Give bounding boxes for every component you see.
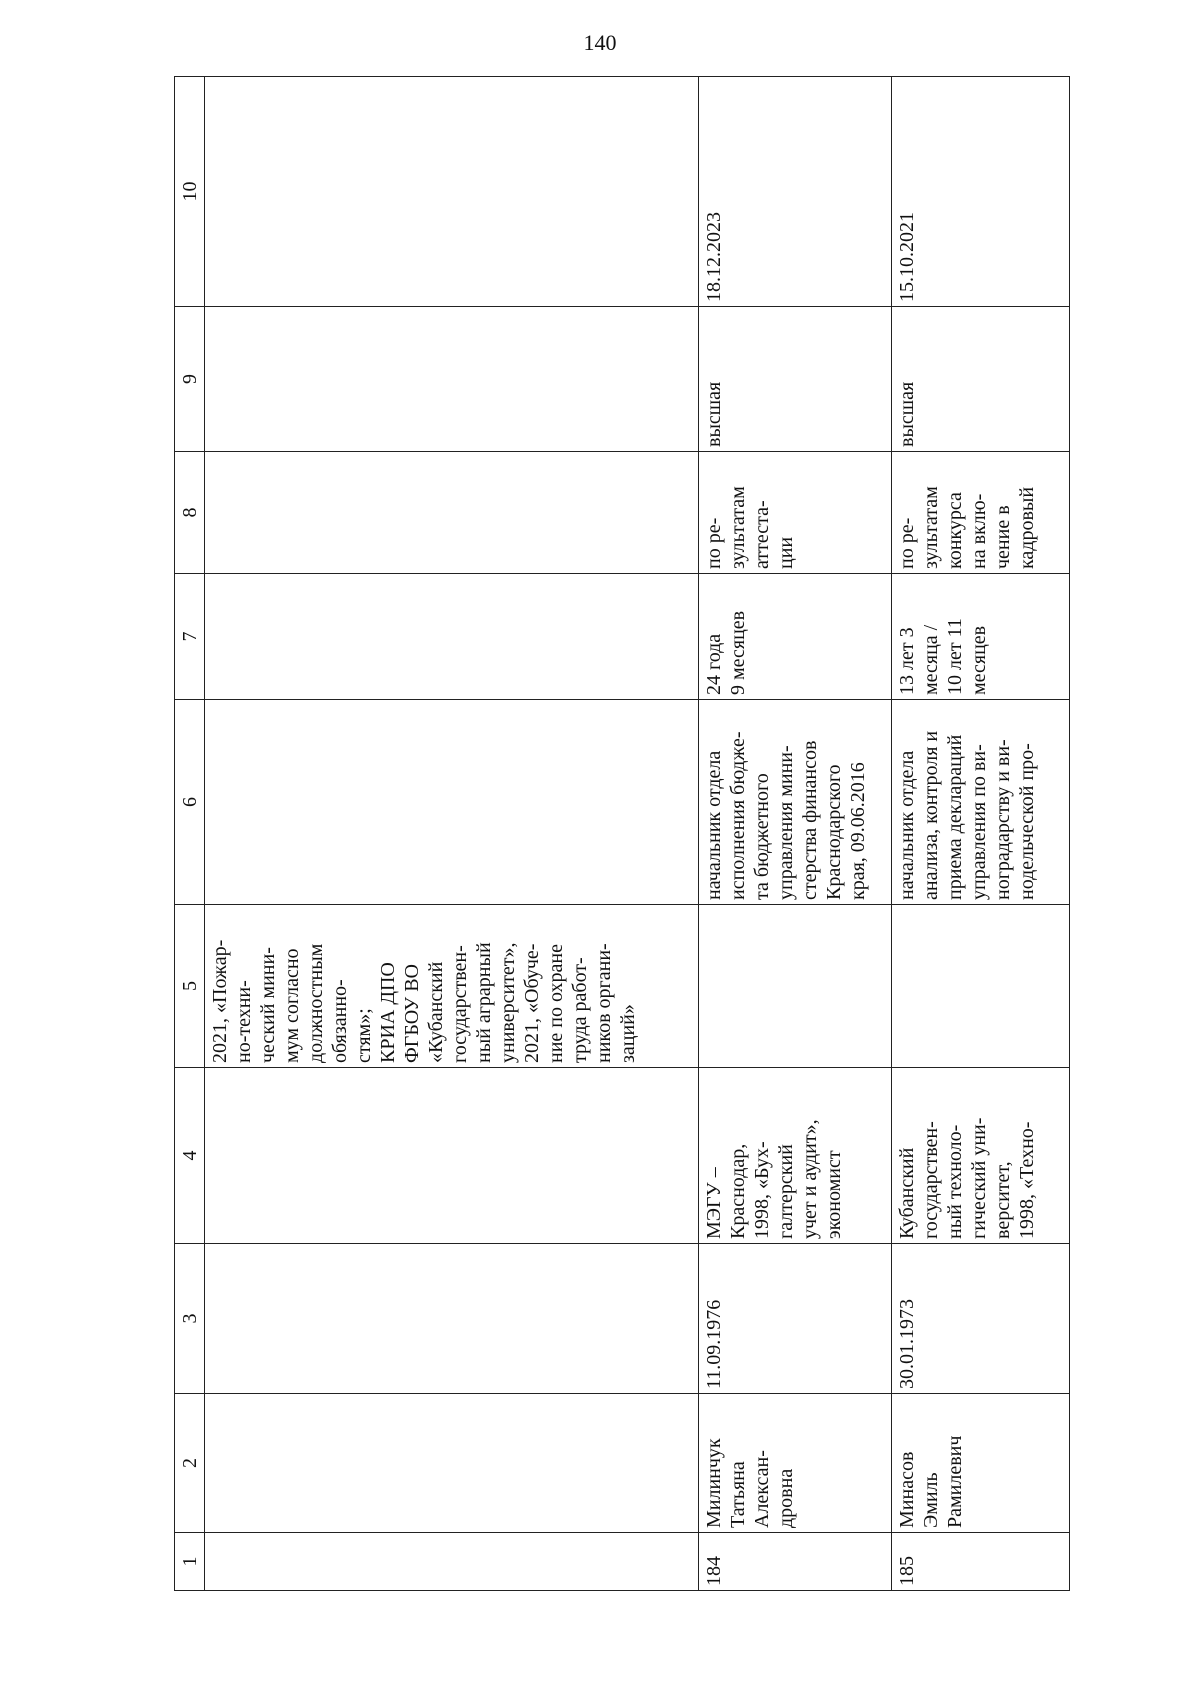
experience-cell: 24 года 9 месяцев bbox=[699, 574, 892, 700]
column-header: 9 bbox=[175, 307, 205, 452]
category-cell bbox=[205, 307, 699, 452]
column-header: 8 bbox=[175, 452, 205, 574]
column-header: 7 bbox=[175, 574, 205, 700]
date-cell: 15.10.2021 bbox=[892, 77, 1070, 307]
position-cell: начальник отдела исполнения бюдже- та бюджетного управления мини- стерства финансов Краснодарского края, 09.06.2016 bbox=[699, 700, 892, 905]
page-number: 140 bbox=[583, 30, 617, 55]
column-header: 6 bbox=[175, 700, 205, 905]
date-cell: 18.12.2023 bbox=[699, 77, 892, 307]
category-cell: высшая bbox=[699, 307, 892, 452]
full-name-cell: Минасов Эмиль Рамилевич bbox=[892, 1394, 1070, 1533]
birth-date-cell: 11.09.1976 bbox=[699, 1244, 892, 1394]
column-number-row bbox=[175, 77, 205, 1591]
table-row bbox=[892, 77, 1070, 1591]
additional-training-cell bbox=[699, 905, 892, 1068]
column-header: 3 bbox=[175, 1244, 205, 1394]
full-name-cell: Милинчук Татьяна Алексан- дровна bbox=[699, 1394, 892, 1533]
date-cell bbox=[205, 77, 699, 307]
column-header: 10 bbox=[175, 77, 205, 307]
row-number-cell: 185 bbox=[892, 1533, 1070, 1591]
rotated-table-frame bbox=[174, 77, 1069, 1591]
basis-cell bbox=[205, 452, 699, 574]
row-number-cell bbox=[205, 1533, 699, 1591]
continuation-row bbox=[205, 77, 699, 1591]
column-header: 4 bbox=[175, 1068, 205, 1244]
basis-cell: по ре- зультатам аттеста- ции bbox=[699, 452, 892, 574]
row-number-cell: 184 bbox=[699, 1533, 892, 1591]
education-cell: Кубанский государствен- ный техноло- гический уни- верситет, 1998, «Техно- bbox=[892, 1068, 1070, 1244]
table-row bbox=[699, 77, 892, 1591]
column-header: 2 bbox=[175, 1394, 205, 1533]
education-cell bbox=[205, 1068, 699, 1244]
category-cell: высшая bbox=[892, 307, 1070, 452]
additional-training-cell: 2021, «Пожар- но-техни- ческий мини- мум согласно должностным обязанно- стям»; КРИА ДПО ФГБОУ ВО «Кубанский государствен- ный аграрный университет», 2021, «Обуче- ние по охране труда работ- ников органи- заций» bbox=[205, 905, 699, 1068]
full-name-cell bbox=[205, 1394, 699, 1533]
birth-date-cell: 30.01.1973 bbox=[892, 1244, 1070, 1394]
additional-training-cell bbox=[892, 905, 1070, 1068]
experience-cell bbox=[205, 574, 699, 700]
column-header: 5 bbox=[175, 905, 205, 1068]
education-cell: МЭГУ – Краснодар, 1998, «Бух- галтерский учет и аудит», экономист bbox=[699, 1068, 892, 1244]
birth-date-cell bbox=[205, 1244, 699, 1394]
basis-cell: по ре- зультатам конкурса на вклю- чение в кадровый bbox=[892, 452, 1070, 574]
experience-cell: 13 лет 3 месяца / 10 лет 11 месяцев bbox=[892, 574, 1070, 700]
position-cell: начальник отдела анализа, контроля и приема деклараций управления по ви- ноградарству и ви- нодельческой про- bbox=[892, 700, 1070, 905]
column-header: 1 bbox=[175, 1533, 205, 1591]
personnel-register-table bbox=[174, 76, 1070, 1591]
position-cell bbox=[205, 700, 699, 905]
